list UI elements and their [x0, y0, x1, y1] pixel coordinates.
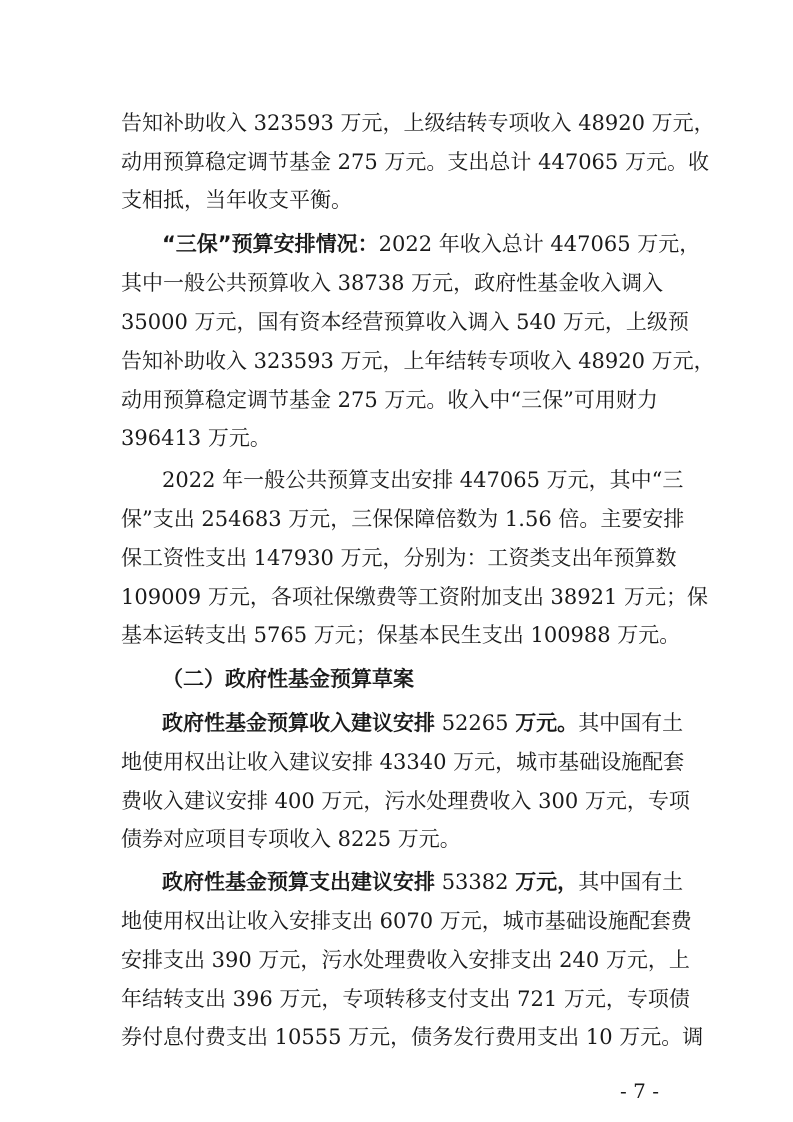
paragraph-4-lead-unit: 万元。 [515, 711, 579, 735]
paragraph-4-line-1-rest: 其中国有土 [578, 711, 684, 735]
paragraph-4-line-4: 债券对应项目专项收入 8225 万元。 [121, 827, 461, 851]
paragraph-2-line-2: 其中一般公共预算收入 38738 万元，政府性基金收入调入 [121, 271, 664, 295]
paragraph-2-line-1-rest: 2022 年收入总计 447065 万元， [378, 232, 701, 256]
paragraph-1-line-3: 支相抵，当年收支平衡。 [121, 188, 352, 212]
paragraph-5-line-4: 年结转支出 396 万元，专项转移支付支出 721 万元，专项债 [121, 987, 690, 1011]
paragraph-2-line-6: 396413 万元。 [121, 426, 271, 450]
paragraph-4-line-2: 地使用权出让收入建议安排 43340 万元，城市基础设施配套 [121, 750, 685, 774]
paragraph-1-line-2: 动用预算稳定调节基金 275 万元。支出总计 447065 万元。收 [121, 150, 709, 174]
paragraph-4-line-1 [162, 708, 793, 738]
paragraph-2-line-3: 35000 万元，国有资本经营预算收入调入 540 万元，上级预 [121, 310, 689, 334]
paragraph-3-line-2: 保”支出 254683 万元，三保保障倍数为 1.56 倍。主要安排 [121, 507, 685, 531]
page-number: - 7 - [620, 1079, 659, 1103]
paragraph-5-line-5: 券付息付费支出 10555 万元，债务发行费用支出 10 万元。调 [121, 1025, 704, 1049]
paragraph-2-lead: “三保”预算安排情况： [162, 232, 379, 256]
paragraph-5-lead-number: 53382 [441, 870, 509, 894]
paragraph-3-line-3: 保工资性支出 147930 万元，分别为：工资类支出年预算数 [121, 546, 677, 570]
paragraph-5-line-2: 地使用权出让收入安排支出 6070 万元，城市基础设施配套费 [121, 909, 692, 933]
paragraph-1-line-1: 告知补助收入 323593 万元，上级结转专项收入 48920 万元， [121, 111, 715, 135]
paragraph-2-line-1 [162, 229, 793, 259]
paragraph-5-line-1 [162, 867, 793, 897]
paragraph-3-line-1: 2022 年一般公共预算支出安排 447065 万元，其中“三 [162, 468, 684, 492]
paragraph-3-line-5: 基本运转支出 5765 万元；保基本民生支出 100988 万元。 [121, 623, 681, 647]
paragraph-5-lead: 政府性基金预算支出建议安排 [162, 870, 435, 894]
paragraph-4-lead: 政府性基金预算收入建议安排 [162, 711, 435, 735]
paragraph-4-lead-number: 52265 [441, 711, 509, 735]
paragraph-2-line-5: 动用预算稳定调节基金 275 万元。收入中“三保”可用财力 [121, 388, 658, 412]
section-heading: （二）政府性基金预算草案 [162, 667, 414, 691]
paragraph-4-line-3: 费收入建议安排 400 万元，污水处理费收入 300 万元，专项 [121, 789, 690, 813]
paragraph-5-lead-unit: 万元， [515, 870, 579, 894]
paragraph-5-line-1-rest: 其中国有土 [578, 870, 684, 894]
paragraph-3-line-4: 109009 万元，各项社保缴费等工资附加支出 38921 万元；保 [121, 585, 708, 609]
paragraph-2-line-4: 告知补助收入 323593 万元，上年结转专项收入 48920 万元， [121, 349, 715, 373]
paragraph-5-line-3: 安排支出 390 万元，污水处理费收入安排支出 240 万元，上 [121, 948, 690, 972]
